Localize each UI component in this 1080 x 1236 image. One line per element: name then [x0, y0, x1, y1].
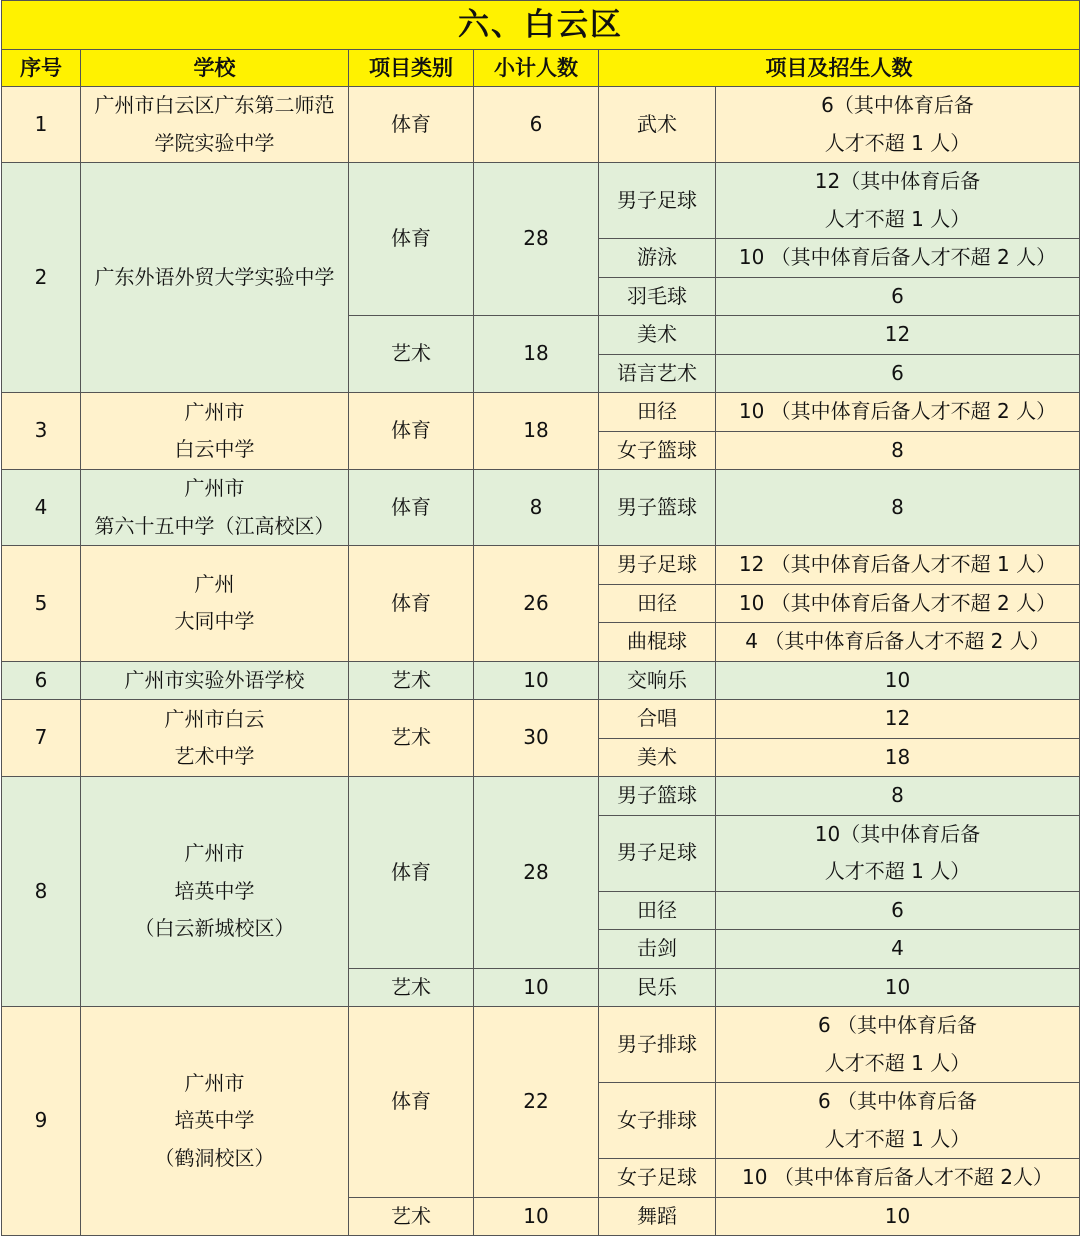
header-subtotal: 小计人数 [474, 50, 599, 87]
project-category [349, 1197, 474, 1236]
project-name-line: 田径 [637, 590, 677, 615]
project-count-line: 10 [884, 667, 911, 692]
project-count-line: 6 （其中体育后备 [817, 1089, 978, 1113]
project-name-line: 交响乐 [627, 667, 687, 692]
table-row [2, 393, 1080, 432]
project-name [599, 700, 716, 739]
subtotal-count [474, 393, 599, 470]
project-name [599, 1197, 716, 1236]
project-name-line: 曲棍球 [627, 629, 687, 653]
school-name [81, 1007, 349, 1236]
project-count [716, 1197, 1080, 1236]
school-no-line: 1 [34, 111, 48, 136]
header-projects: 项目及招生人数 [599, 50, 1080, 87]
project-name [599, 623, 716, 662]
project-category-line: 艺术 [391, 974, 431, 999]
project-category-line: 艺术 [391, 667, 431, 692]
project-count-line: 6 [891, 897, 904, 922]
project-name [599, 393, 716, 432]
project-count-line: 4 （其中体育后备人才不超 2 人） [745, 629, 1050, 653]
project-category [349, 546, 474, 662]
project-count-line: 12 [884, 706, 911, 730]
project-count-line: 人才不超 1 人） [824, 1050, 971, 1075]
project-category [349, 777, 474, 969]
project-count-line: 8 [891, 783, 904, 807]
project-category-line: 艺术 [391, 725, 431, 750]
table-row [2, 1007, 1080, 1083]
subtotal-count-line: 10 [523, 974, 549, 999]
school-name-line: 广州 [194, 571, 235, 596]
project-name-line: 羽毛球 [627, 283, 687, 308]
subtotal-count-line: 6 [529, 111, 543, 136]
project-count-line: 6 （其中体育后备 [817, 1013, 978, 1037]
subtotal-count-line: 28 [523, 859, 549, 884]
subtotal-count [474, 87, 599, 163]
project-count [716, 316, 1080, 355]
school-no [2, 777, 81, 1007]
header-no: 序号 [2, 50, 81, 87]
school-no-line: 5 [34, 590, 48, 615]
school-name-line: （白云新城校区） [134, 916, 295, 941]
project-category [349, 163, 474, 316]
project-count [716, 393, 1080, 432]
subtotal-count [474, 968, 599, 1007]
project-count [716, 470, 1080, 546]
table-row [2, 777, 1080, 816]
school-name [81, 546, 349, 662]
project-count [716, 777, 1080, 816]
subtotal-count-line: 8 [529, 494, 543, 519]
project-category-line: 体育 [391, 418, 431, 443]
school-name-line: 白云中学 [174, 437, 255, 461]
project-name-line: 男子排球 [617, 1031, 697, 1056]
school-no [2, 546, 81, 662]
subtotal-count [474, 470, 599, 546]
school-name-line: 学院实验中学 [154, 130, 275, 155]
subtotal-count [474, 661, 599, 700]
school-name-line: 广州市 [184, 1070, 245, 1095]
school-name-line: 广州市 [184, 476, 245, 500]
project-name-line: 男子篮球 [617, 494, 697, 519]
subtotal-count-line: 26 [523, 590, 549, 615]
school-no [2, 87, 81, 163]
subtotal-count-line: 10 [523, 667, 549, 692]
school-name-line: 广州市白云区广东第二师范 [94, 93, 335, 117]
project-count [716, 239, 1080, 278]
school-name [81, 87, 349, 163]
project-name-line: 美术 [637, 744, 677, 769]
school-name [81, 470, 349, 546]
school-name-line: 广州市 [184, 399, 245, 424]
school-no-line: 2 [34, 264, 48, 289]
project-category-line: 体育 [391, 226, 431, 251]
project-name [599, 1083, 716, 1159]
table-body [2, 87, 1080, 1236]
table-title: 六、白云区 [2, 1, 1080, 50]
project-count-line: 12 [884, 322, 911, 346]
project-name [599, 87, 716, 163]
project-name-line: 击剑 [637, 936, 677, 960]
school-no-line: 7 [34, 725, 48, 750]
table-row [2, 700, 1080, 739]
project-category [349, 968, 474, 1007]
subtotal-count [474, 1007, 599, 1198]
project-category-line: 艺术 [391, 1203, 431, 1228]
school-name [81, 661, 349, 700]
school-no [2, 470, 81, 546]
project-name-line: 合唱 [637, 706, 677, 730]
project-name [599, 277, 716, 316]
project-category-line: 体育 [391, 494, 431, 519]
project-count [716, 700, 1080, 739]
project-category [349, 87, 474, 163]
project-count-line: 人才不超 1 人） [824, 130, 971, 155]
table-row [2, 87, 1080, 163]
subtotal-count [474, 546, 599, 662]
subtotal-count-line: 28 [523, 226, 549, 251]
project-name-line: 武术 [637, 111, 677, 136]
project-name [599, 584, 716, 623]
project-name [599, 239, 716, 278]
project-name-line: 男子篮球 [617, 783, 697, 807]
project-name-line: 女子足球 [617, 1165, 697, 1189]
project-count-line: 8 [891, 494, 904, 519]
project-name [599, 316, 716, 355]
school-name [81, 163, 349, 393]
table-row [2, 546, 1080, 585]
project-name-line: 游泳 [637, 245, 677, 269]
school-no-line: 6 [34, 667, 48, 692]
project-count-line: 10 （其中体育后备人才不超 2 人） [738, 245, 1057, 269]
project-count [716, 1007, 1080, 1083]
project-name [599, 431, 716, 470]
project-count [716, 661, 1080, 700]
project-count-line: 6 [891, 360, 904, 385]
subtotal-count-line: 10 [523, 1203, 549, 1228]
project-name-line: 民乐 [637, 974, 677, 999]
subtotal-count [474, 316, 599, 393]
project-name-line: 男子足球 [617, 187, 697, 212]
project-name [599, 546, 716, 585]
project-name-line: 女子篮球 [617, 437, 697, 462]
project-category-line: 体育 [391, 111, 431, 136]
project-count [716, 354, 1080, 393]
subtotal-count [474, 777, 599, 969]
subtotal-count [474, 163, 599, 316]
project-name [599, 354, 716, 393]
subtotal-count-line: 30 [523, 725, 549, 750]
project-count-line: 6 [891, 283, 904, 308]
project-count [716, 163, 1080, 239]
project-count [716, 87, 1080, 163]
project-count [716, 584, 1080, 623]
project-count [716, 968, 1080, 1007]
project-count-line: 人才不超 1 人） [824, 859, 971, 883]
school-no-line: 8 [34, 878, 48, 903]
school-no-line: 9 [34, 1108, 48, 1133]
subtotal-count [474, 1197, 599, 1236]
project-name-line: 田径 [637, 399, 677, 423]
school-no [2, 163, 81, 393]
project-category-line: 体育 [391, 859, 431, 884]
project-count-line: 18 [884, 744, 911, 769]
project-name [599, 1159, 716, 1198]
project-count-line: 10 [884, 1203, 911, 1228]
project-name [599, 777, 716, 816]
project-category [349, 316, 474, 393]
project-name [599, 930, 716, 969]
project-name-line: 男子足球 [617, 840, 697, 865]
project-name [599, 738, 716, 777]
project-count-line: 10（其中体育后备 [814, 821, 981, 846]
project-category-line: 体育 [391, 590, 431, 615]
project-name [599, 661, 716, 700]
school-no [2, 700, 81, 777]
project-name-line: 舞蹈 [637, 1203, 677, 1228]
subtotal-count [474, 700, 599, 777]
project-count [716, 623, 1080, 662]
project-count-line: 6（其中体育后备 [821, 93, 974, 117]
project-category-line: 体育 [391, 1089, 431, 1113]
project-count-line: 12 （其中体育后备人才不超 1 人） [738, 552, 1057, 576]
school-name-line: 广州市 [184, 841, 245, 866]
school-no-line: 4 [34, 494, 48, 519]
header-school: 学校 [81, 50, 349, 87]
project-category [349, 661, 474, 700]
project-name-line: 田径 [637, 897, 677, 922]
subtotal-count-line: 22 [523, 1089, 549, 1113]
school-no [2, 393, 81, 470]
school-name-line: 第六十五中学（江高校区） [94, 513, 335, 538]
project-name-line: 男子足球 [617, 552, 697, 576]
school-name-line: 广州市白云 [164, 706, 265, 731]
project-count-line: 10 [884, 974, 911, 999]
subtotal-count-line: 18 [523, 418, 549, 443]
project-count [716, 546, 1080, 585]
project-name [599, 891, 716, 930]
school-no [2, 661, 81, 700]
project-category [349, 393, 474, 470]
project-count-line: 10 （其中体育后备人才不超 2人） [742, 1165, 1053, 1189]
school-name-line: 培英中学 [174, 1108, 255, 1133]
school-name-line: 培英中学 [174, 878, 255, 903]
project-category-line: 艺术 [391, 341, 431, 366]
table-row [2, 470, 1080, 546]
project-category [349, 1007, 474, 1198]
project-count-line: 10 （其中体育后备人才不超 2 人） [738, 399, 1057, 423]
project-count [716, 1083, 1080, 1159]
project-count-line: 10 （其中体育后备人才不超 2 人） [738, 590, 1057, 615]
project-count-line: 12（其中体育后备 [814, 169, 981, 193]
project-name [599, 815, 716, 891]
project-name-line: 美术 [637, 322, 677, 346]
project-name-line: 语言艺术 [617, 360, 697, 385]
project-count [716, 815, 1080, 891]
table-row [2, 661, 1080, 700]
project-name [599, 1007, 716, 1083]
project-count [716, 431, 1080, 470]
enrollment-table [1, 0, 1080, 1236]
project-count [716, 277, 1080, 316]
project-count-line: 8 [891, 437, 904, 462]
project-count [716, 930, 1080, 969]
project-name [599, 470, 716, 546]
school-name [81, 393, 349, 470]
header-category: 项目类别 [349, 50, 474, 87]
project-count-line: 人才不超 1 人） [824, 206, 971, 231]
school-name-line: 广东外语外贸大学实验中学 [94, 264, 335, 289]
school-name-line: 艺术中学 [174, 744, 255, 768]
table-row [2, 163, 1080, 239]
project-count [716, 891, 1080, 930]
project-name-line: 女子排球 [617, 1107, 697, 1132]
project-count [716, 738, 1080, 777]
subtotal-count-line: 18 [523, 341, 549, 366]
project-count-line: 4 [891, 936, 904, 960]
project-count-line: 人才不超 1 人） [824, 1126, 971, 1151]
school-name-line: 广州市实验外语学校 [124, 667, 305, 692]
school-no-line: 3 [34, 418, 48, 443]
project-name [599, 968, 716, 1007]
project-category [349, 700, 474, 777]
school-name-line: 大同中学 [174, 609, 255, 634]
school-name [81, 700, 349, 777]
school-name-line: （鹤洞校区） [154, 1145, 275, 1170]
project-category [349, 470, 474, 546]
project-name [599, 163, 716, 239]
project-count [716, 1159, 1080, 1198]
school-no [2, 1007, 81, 1236]
school-name [81, 777, 349, 1007]
